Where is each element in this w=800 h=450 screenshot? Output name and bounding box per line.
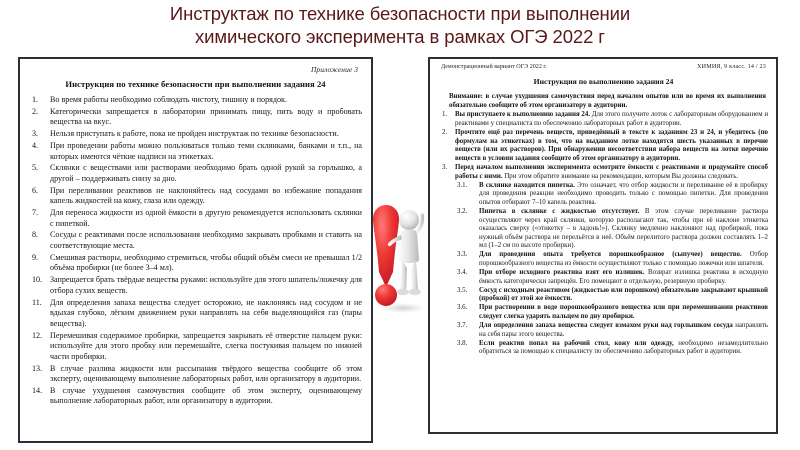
task-substep-lead: Пипетка в склянке с жидкостью отсутствует. <box>479 207 640 215</box>
task-substeps-list <box>455 182 768 357</box>
subject-page-label: ХИМИЯ, 9 класс. 14 / 23 <box>697 64 766 70</box>
task-step-item <box>439 129 768 163</box>
mascot-foot-left <box>397 289 409 295</box>
page-title-line-1: Инструктаж по технике безопасности при выполнении <box>169 3 631 24</box>
task-instruction-document <box>428 57 778 434</box>
mascot-foot-right <box>409 289 421 295</box>
safety-rule-item: Смешивая растворы, необходимо стремиться, чтобы общий объём смеси не превышал 1/2 объёма пробирки (не более 3–4 мл). <box>50 252 362 273</box>
task-substep-lead: Сосуд с исходным реактивом (жидкостью или порошком) обязательно закрывают крышкой (пробкой) от этой же ёмкости. <box>479 286 768 303</box>
safety-rule-item: При проведении работы можно пользоваться только теми склянками, банками и т.п., на которых имеются чёткие надписи на этикетках. <box>50 140 362 161</box>
safety-rule-item: Нельзя приступать к работе, пока не пройден инструктаж по технике безопасности. <box>50 129 339 139</box>
task-substep-number: 3.8. <box>457 339 468 347</box>
left-document-heading: Инструкция по технике безопасности при выполнении задания 24 <box>65 79 326 89</box>
task-substep-item <box>455 251 768 268</box>
safety-rule-item: Запрещается брать твёрдые вещества руками: используйте для этого шпатель/ложечку для отбора сухих веществ. <box>50 275 362 295</box>
task-substep-number: 3.3. <box>457 251 468 259</box>
warning-mascot-graphic <box>373 182 429 327</box>
safety-rule-item: Во время работы необходимо соблюдать чистоту, тишину и порядок. <box>50 95 287 104</box>
safety-rule-item: Для определения запаха вещества следует осторожно, не наклоняясь над сосудом и не вдыхая глубоко, лёгким движением руки направлять на себя выделяющийся газ (пары вещества). <box>50 297 362 328</box>
safety-rule-item: При переливании реактивов не наклоняйтесь над сосудами во избежание попадания капель жидкостей на кожу, глаза или одежду. <box>50 185 362 206</box>
attention-notice: Внимание: в случае ухудшения самочувствия перед началом опытов или во время их выполнения обязательно сообщите об этом организатору в аудитории. <box>449 93 766 109</box>
task-step-item <box>439 111 768 128</box>
appendix-label: Приложение 3 <box>311 65 358 74</box>
task-substep-lead: Для определения запаха вещества следует взмахом руки над горлышком сосуда <box>479 322 733 330</box>
task-substep-item <box>455 208 768 251</box>
page-title-line-2: химического эксперимента в рамках ОГЭ 2022 г <box>195 26 605 47</box>
task-substep-number: 3.2. <box>457 207 468 215</box>
task-substep-item <box>455 340 768 357</box>
task-step-item <box>439 164 768 357</box>
mascot-torso <box>399 230 419 263</box>
task-substep-lead: Если реактив попал на рабочий стол, кожу или одежду, <box>479 339 674 347</box>
task-step-lead: Перед началом выполнения эксперимента осмотрите ёмкости с реактивами и продумайте способ работы с ними. <box>455 163 768 180</box>
safety-rule-item: Склянки с веществами или растворами необходимо брать одной рукой за горлышко, а другой – поддерживать снизу за дно. <box>50 163 362 183</box>
task-step-lead: Прочтите ещё раз перечень веществ, приведённый в тексте к заданиям 23 и 24, и убедитесь (по формулам на этикетках) в том, что на выданном лотке находятся шесть указанных в перечне веществ (или их растворов). При обнаружении несоответствия набора веществ на лотке перечню веществ в условии задания сообщите об этом организатору в аудитории. <box>455 129 768 162</box>
task-substep-item <box>455 304 768 321</box>
task-substep-item <box>455 322 768 339</box>
task-substep-number: 3.7. <box>457 322 468 330</box>
task-substep-lead: При растворении в воде порошкообразного вещества или при перемешивании реактивов следует слегка ударять пальцем по дну пробирки. <box>479 304 768 321</box>
safety-rule-item: В случае ухудшения самочувствия сообщите об этом эксперту, оценивающему выполнение лабораторных работ, или организатору в аудитории. <box>50 385 362 406</box>
safety-rule-item: В случае разлива жидкости или рассыпания твёрдого вещества сообщите об этом эксперту, оценивающему выполнение лабораторных работ, или организатору в аудитории. <box>50 363 362 384</box>
exam-variant-label: Демонстрационный вариант ОГЭ 2022 г. <box>441 64 547 70</box>
task-substep-body: необходимо незамедлительно обратиться за помощью к специалисту по обеспечению лабораторных работ в аудитории. <box>479 339 768 356</box>
safety-rule-item: Перемешивая содержимое пробирки, запрещается закрывать её отверстие пальцем руки: используйте для этого пробку или перемешайте, слегка постукивая пальцем по нижней части пробирки. <box>50 330 362 361</box>
task-step-body: Для этого получите лоток с лабораторным оборудованием и реактивами у специалиста по обеспечению лабораторных работ в аудитории. <box>455 111 769 127</box>
task-substep-item <box>455 287 768 304</box>
safety-rule-item: Для переноса жидкости из одной ёмкости в другую рекомендуется использовать склянки с пипеткой. <box>50 208 362 228</box>
mascot-leg-right <box>411 260 418 291</box>
task-substep-number: 3.4. <box>457 269 468 277</box>
page-title <box>0 2 800 48</box>
task-step-lead: Вы приступаете к выполнению задания 24. <box>455 111 591 119</box>
task-substep-number: 3.1. <box>457 181 468 189</box>
task-substep-lead: Для проведения опыта требуется порошкообразное (сыпучее) вещество. <box>479 251 742 259</box>
mascot-leg-left <box>400 260 407 291</box>
task-substep-body: Возврат излишка реактива в исходную ёмкость категорически запрещён. Его помещают в отдельную, резервную пробирку. <box>479 269 768 285</box>
task-substep-body: Это означает, что отбор жидкости и переливание её в пробирку для проведения реакции необходимо проводить только с помощью пипетки. Для проведения опытов отбирают 7–10 капель реактива. <box>479 181 768 206</box>
safety-rules-list <box>29 95 362 407</box>
exclamation-dot <box>375 284 397 306</box>
task-substep-body: Отбор порошкообразного вещества из ёмкости осуществляют только с помощью ложечки или шпателя. <box>479 251 768 267</box>
warning-mascot-illustration <box>373 182 429 327</box>
task-substep-item <box>455 182 768 208</box>
task-steps-list <box>439 111 768 357</box>
task-substep-lead: При отборе исходного реактива взят его излишек. <box>479 269 645 277</box>
safety-instruction-document <box>18 57 373 443</box>
task-substep-body: направлять на себя пары этого вещества. <box>479 322 768 338</box>
task-substep-number: 3.6. <box>457 304 468 312</box>
exclamation-stem <box>373 205 399 287</box>
task-step-body: При этом обратите внимание на рекомендации, которым Вы должны следовать. <box>502 172 739 180</box>
safety-rule-item: Сосуды с реактивами после использования необходимо закрывать пробками и ставить на соответствующие места. <box>50 230 362 251</box>
document-running-head <box>441 64 766 70</box>
task-substep-lead: В склянке находится пипетка. <box>479 181 575 189</box>
mascot-head <box>399 210 419 230</box>
right-document-heading: Инструкция по выполнению задания 24 <box>533 77 674 86</box>
task-substep-body: В этом случае переливание раствора осуществляют через край склянки, которую располагают так, чтобы при её наклоне этикетка оказалась сверху («этикетку – в ладонь!»). Склянку медленно наклоняют над пробиркой, пока нужный объём раствора не перельётся в неё. Объём перелитого раствора должен составлять 1–2 мл (1–2 см по высоте пробирки). <box>479 207 768 250</box>
safety-rule-item: Категорически запрещается в лаборатории принимать пищу, пить воду и пробовать вещества на вкус. <box>50 106 362 127</box>
task-substep-item <box>455 269 768 286</box>
task-substep-number: 3.5. <box>457 286 468 294</box>
